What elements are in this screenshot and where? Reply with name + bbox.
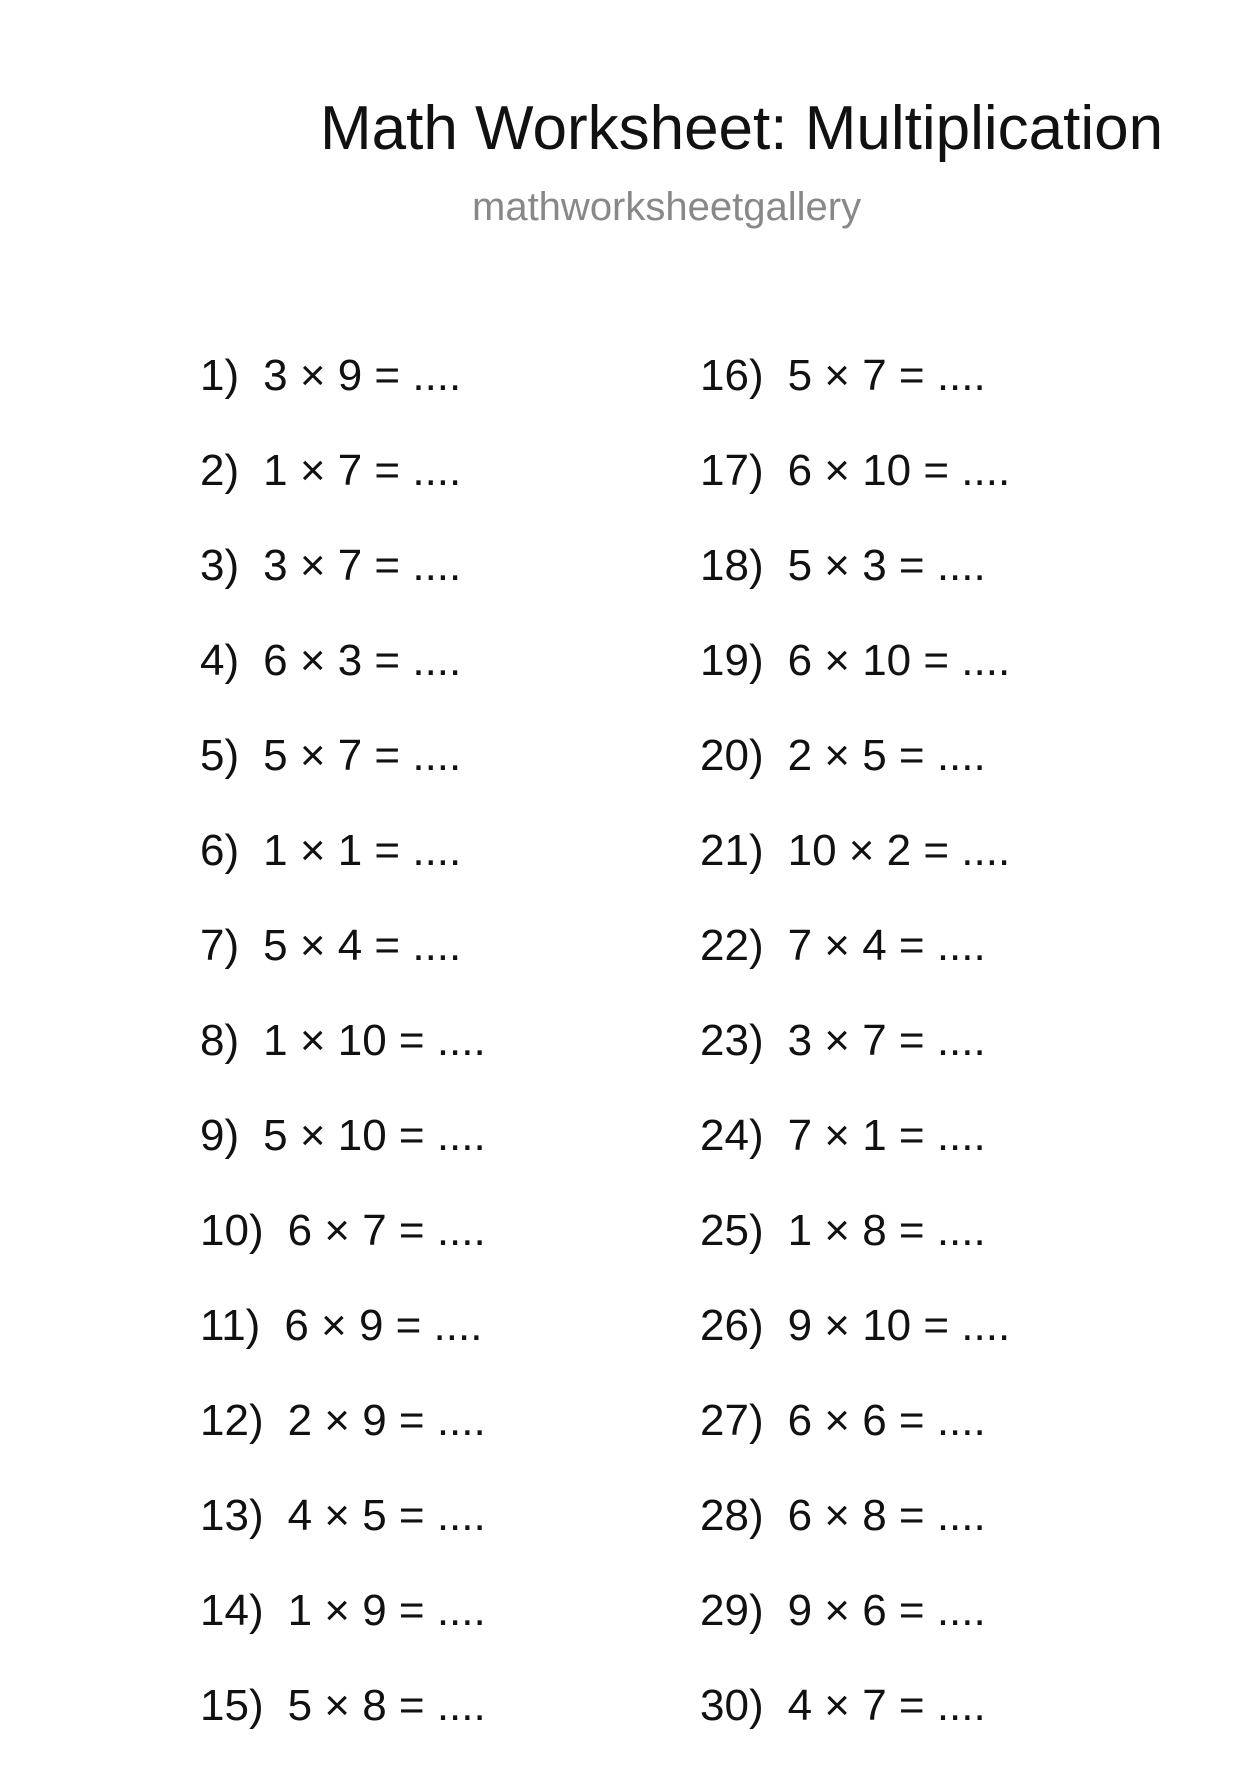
problem-item: [700, 921, 1180, 1019]
problem-expression: 4 × 7 = ....: [787, 1681, 986, 1730]
problem-number: 2): [200, 446, 240, 495]
problem-item: [200, 446, 680, 544]
problem-number: 8): [200, 1016, 240, 1065]
problem-expression: 6 × 6 = ....: [787, 1396, 986, 1445]
problem-number: 20): [700, 731, 764, 780]
problem-item: [200, 731, 680, 829]
problem-item: [200, 1206, 680, 1304]
problem-item: [700, 1681, 1180, 1779]
problem-item: [700, 731, 1180, 829]
problem-item: [700, 351, 1180, 449]
problem-item: [700, 1491, 1180, 1589]
problem-expression: 5 × 3 = ....: [787, 541, 986, 590]
problem-column-left: [200, 351, 680, 1779]
problem-expression: 5 × 8 = ....: [287, 1681, 486, 1730]
problem-item: [700, 1206, 1180, 1304]
problem-item: [700, 446, 1180, 544]
problem-number: 19): [700, 636, 764, 685]
problem-number: 10): [200, 1206, 264, 1255]
problem-number: 13): [200, 1491, 264, 1540]
problem-item: [200, 1491, 680, 1589]
problem-item: [200, 1681, 680, 1779]
problem-number: 11): [200, 1301, 261, 1350]
problem-item: [700, 1016, 1180, 1114]
problem-number: 12): [200, 1396, 264, 1445]
problem-expression: 5 × 7 = ....: [787, 351, 986, 400]
problem-number: 7): [200, 921, 240, 970]
problem-expression: 5 × 10 = ....: [263, 1111, 486, 1160]
problem-number: 6): [200, 826, 240, 875]
problem-expression: 3 × 9 = ....: [263, 351, 462, 400]
problem-item: [700, 1586, 1180, 1684]
problem-number: 14): [200, 1586, 264, 1635]
problem-number: 1): [200, 351, 240, 400]
problem-number: 5): [200, 731, 240, 780]
problem-expression: 1 × 7 = ....: [263, 446, 462, 495]
problem-expression: 4 × 5 = ....: [287, 1491, 486, 1540]
problem-item: [200, 636, 680, 734]
problem-item: [200, 1301, 680, 1399]
problem-number: 9): [200, 1111, 240, 1160]
problem-number: 29): [700, 1586, 764, 1635]
problem-number: 26): [700, 1301, 764, 1350]
problem-expression: 6 × 10 = ....: [787, 636, 1011, 685]
problem-expression: 3 × 7 = ....: [787, 1016, 986, 1065]
problem-column-right: [700, 351, 1180, 1779]
problem-expression: 5 × 4 = ....: [263, 921, 462, 970]
problem-expression: 6 × 8 = ....: [787, 1491, 986, 1540]
problem-number: 22): [700, 921, 764, 970]
problem-expression: 6 × 7 = ....: [287, 1206, 486, 1255]
problem-expression: 1 × 8 = ....: [787, 1206, 986, 1255]
problem-item: [700, 636, 1180, 734]
problem-number: 28): [700, 1491, 764, 1540]
problem-expression: 1 × 10 = ....: [263, 1016, 486, 1065]
problem-expression: 5 × 7 = ....: [263, 731, 462, 780]
problem-item: [700, 541, 1180, 639]
worksheet-title: Math Worksheet: Multiplication: [320, 94, 1164, 163]
problem-item: [200, 1586, 680, 1684]
problem-item: [700, 1301, 1180, 1399]
problem-expression: 3 × 7 = ....: [263, 541, 462, 590]
problem-expression: 6 × 9 = ....: [284, 1301, 483, 1350]
problem-expression: 2 × 9 = ....: [287, 1396, 486, 1445]
problem-number: 15): [200, 1681, 264, 1730]
problem-expression: 10 × 2 = ....: [787, 826, 1011, 875]
problem-expression: 6 × 10 = ....: [787, 446, 1011, 495]
problem-item: [200, 351, 680, 449]
worksheet-subtitle: mathworksheetgallery: [472, 185, 862, 229]
problem-number: 16): [700, 351, 764, 400]
problem-item: [200, 1396, 680, 1494]
problem-expression: 6 × 3 = ....: [263, 636, 462, 685]
problem-number: 25): [700, 1206, 764, 1255]
problem-item: [700, 1111, 1180, 1209]
problem-number: 17): [700, 446, 764, 495]
problem-number: 27): [700, 1396, 764, 1445]
problem-expression: 7 × 4 = ....: [787, 921, 986, 970]
problem-expression: 1 × 1 = ....: [263, 826, 462, 875]
problem-item: [200, 541, 680, 639]
problem-number: 21): [700, 826, 764, 875]
problem-item: [200, 1111, 680, 1209]
problem-number: 24): [700, 1111, 764, 1160]
problem-item: [200, 826, 680, 924]
problem-item: [200, 1016, 680, 1114]
problem-expression: 9 × 6 = ....: [787, 1586, 986, 1635]
problem-item: [700, 1396, 1180, 1494]
problem-item: [700, 826, 1180, 924]
problem-number: 18): [700, 541, 764, 590]
problem-expression: 2 × 5 = ....: [787, 731, 986, 780]
problem-expression: 9 × 10 = ....: [787, 1301, 1011, 1350]
problem-expression: 7 × 1 = ....: [787, 1111, 986, 1160]
problem-number: 4): [200, 636, 240, 685]
problem-number: 3): [200, 541, 240, 590]
problem-number: 30): [700, 1681, 764, 1730]
problem-item: [200, 921, 680, 1019]
problem-number: 23): [700, 1016, 764, 1065]
problem-expression: 1 × 9 = ....: [287, 1586, 486, 1635]
